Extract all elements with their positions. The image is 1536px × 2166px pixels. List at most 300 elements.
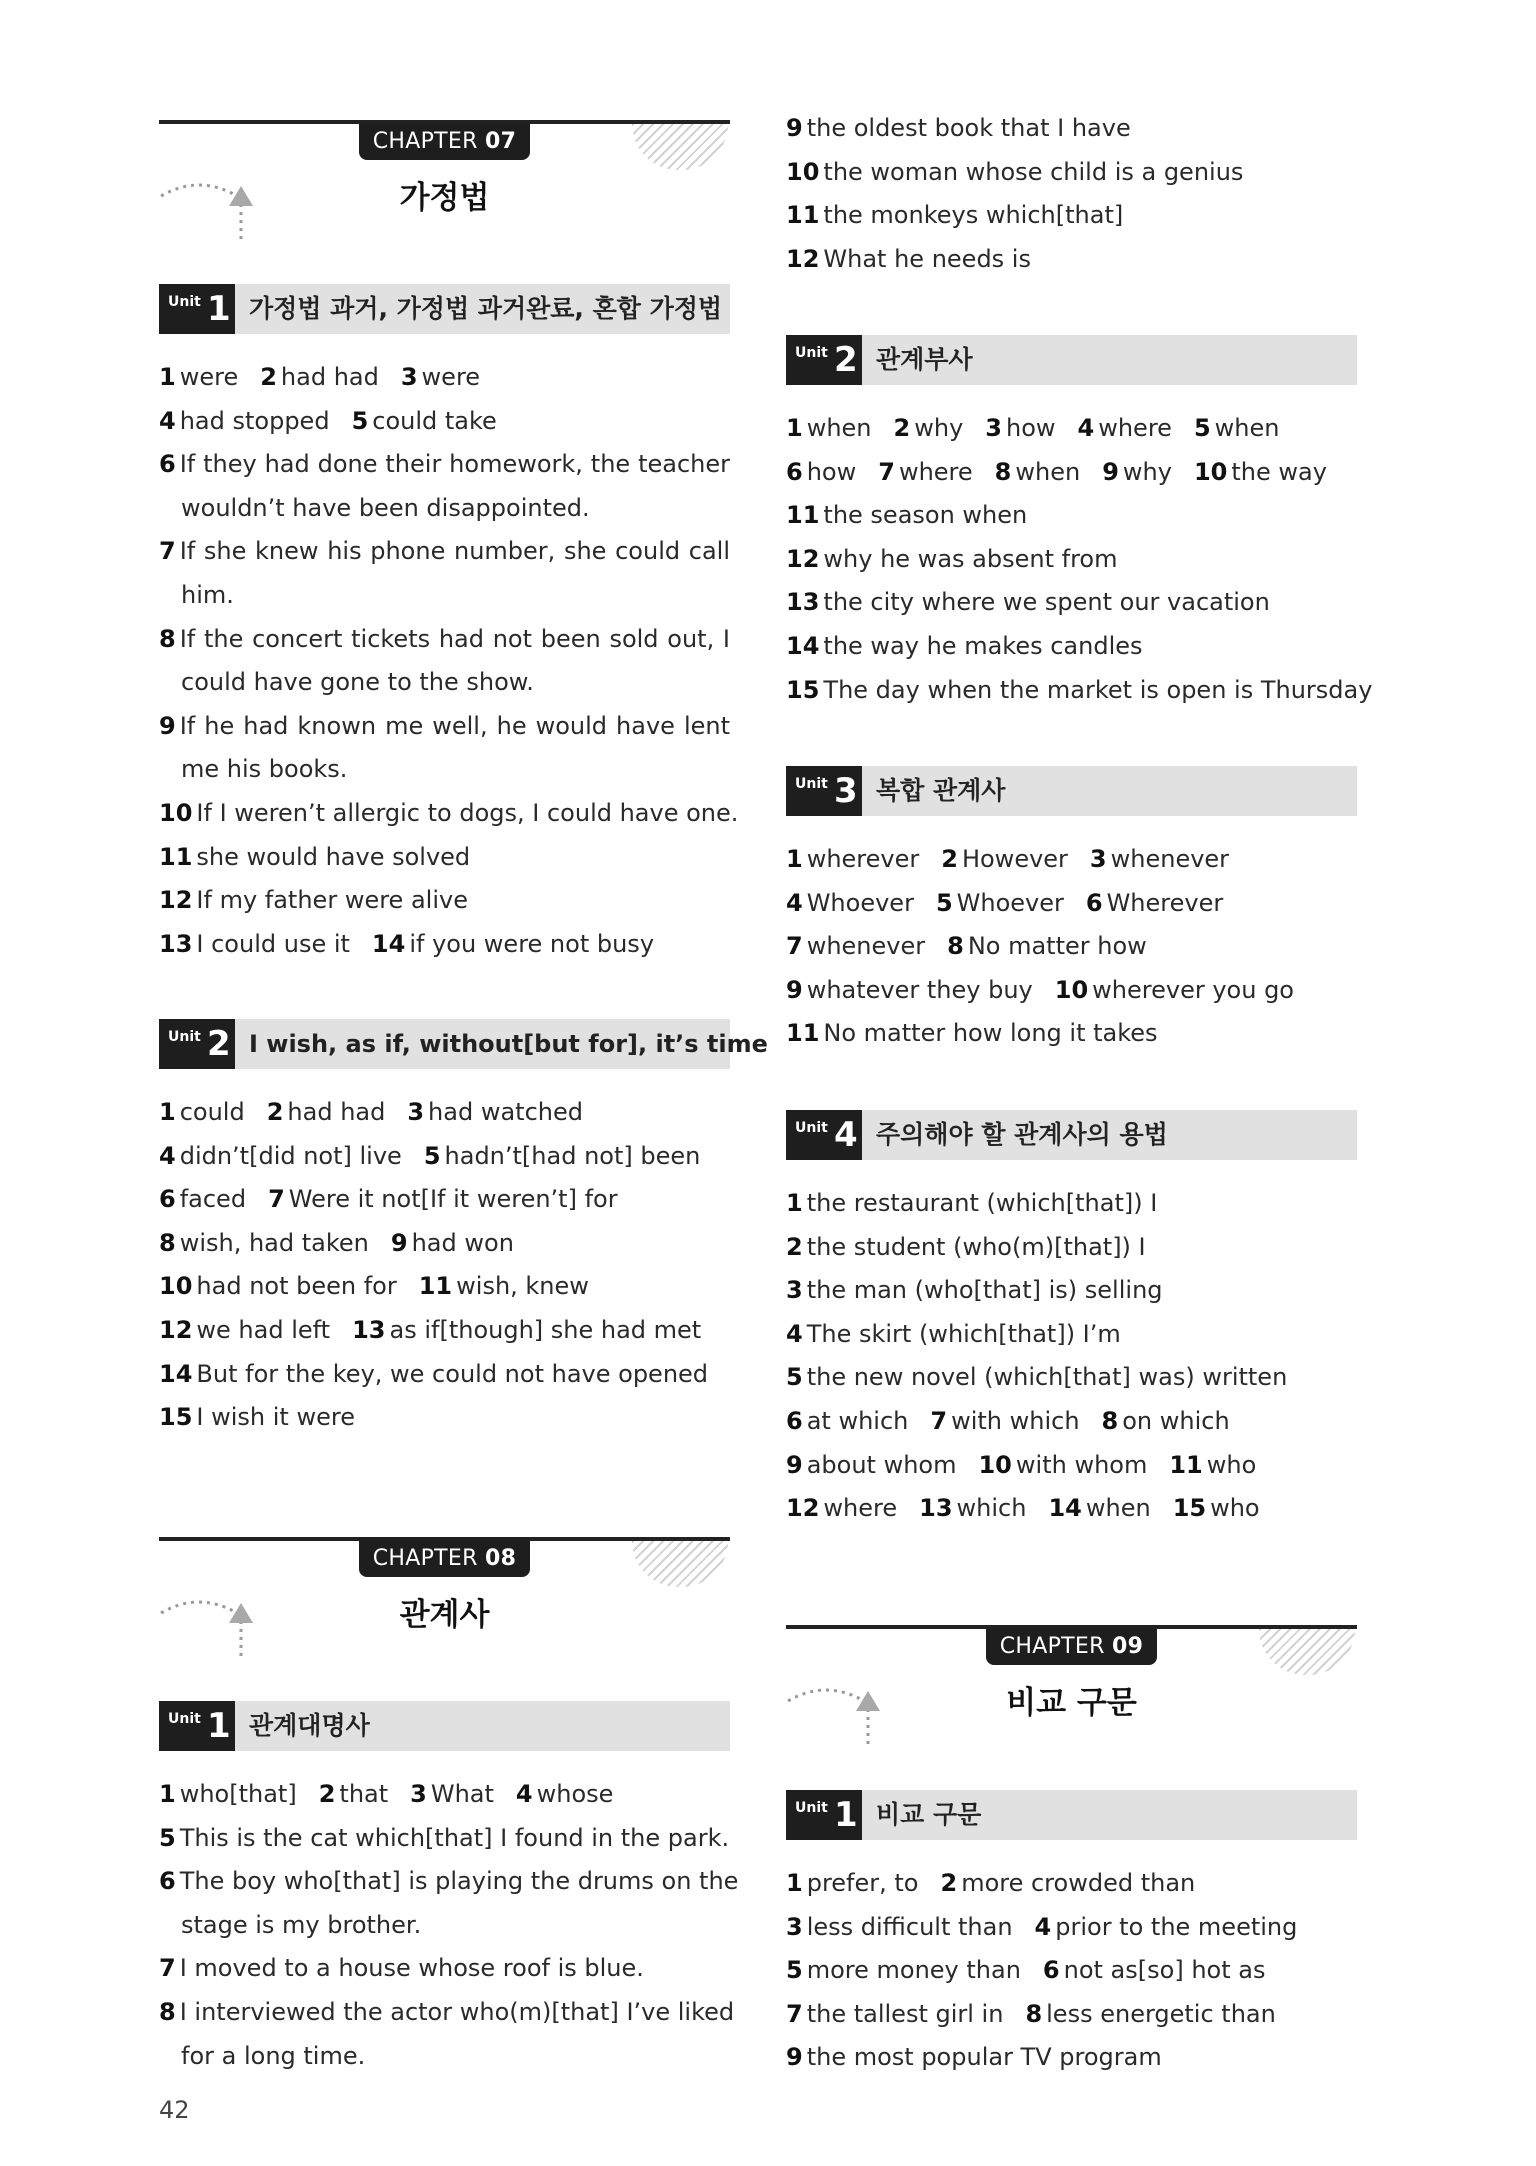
answer-number: 2 <box>893 414 911 442</box>
answer-item <box>786 201 1123 229</box>
answer-item <box>268 1185 618 1213</box>
answer-continuation: for a long time. <box>181 2041 366 2070</box>
answer-number: 10 <box>159 798 193 827</box>
answer-item <box>159 930 350 958</box>
answer-text: the oldest book that I have <box>806 114 1131 142</box>
answer-line <box>159 1265 730 1309</box>
answer-line <box>786 451 1357 495</box>
answer-item <box>159 886 468 914</box>
answer-number: 9 <box>159 711 176 740</box>
answer-item <box>995 458 1081 486</box>
answer-text: if you were not busy <box>409 929 655 958</box>
answer-line <box>159 356 730 400</box>
answer-text: where <box>1098 414 1172 442</box>
answer-item <box>159 1316 330 1344</box>
answer-item <box>786 1407 908 1435</box>
answer-text: hadn’t[had not] been <box>444 1141 701 1170</box>
unit-1-header <box>159 1701 730 1751</box>
answer-text: I wish it were <box>196 1403 355 1432</box>
chapter-08-header <box>159 1537 730 1697</box>
answer-number: 8 <box>159 1228 176 1257</box>
answer-text: had not been for <box>196 1272 397 1301</box>
answer-number: 14 <box>159 1359 193 1388</box>
answer-text: less energetic than <box>1046 1999 1276 2028</box>
answer-text: whenever <box>806 932 926 961</box>
answer-line <box>786 969 1357 1013</box>
answer-number: 1 <box>786 1869 803 1897</box>
answer-item <box>159 1824 729 1852</box>
answer-item <box>1194 458 1327 486</box>
answer-number: 5 <box>423 1141 441 1170</box>
answer-number: 6 <box>1042 1956 1060 1985</box>
answer-text: when <box>1214 414 1280 442</box>
answer-number: 7 <box>930 1406 948 1435</box>
chapter-title: 관계사 <box>399 1597 490 1633</box>
answer-text: as if[though] she had met <box>389 1315 702 1344</box>
answer-text: not as[so] hot as <box>1063 1956 1266 1985</box>
unit-1-header <box>786 1790 1357 1840</box>
answer-number: 11 <box>1169 1450 1203 1479</box>
answer-text: why he was absent from <box>823 544 1118 573</box>
answer-number: 10 <box>159 1272 193 1301</box>
answer-item <box>786 976 1033 1004</box>
answer-line <box>786 1182 1357 1226</box>
answer-number: 9 <box>786 2043 803 2072</box>
answer-line <box>159 400 730 444</box>
answer-line <box>786 1444 1357 1488</box>
answer-number: 2 <box>318 1780 336 1808</box>
unit-1-header <box>159 284 730 334</box>
answer-text: had had <box>287 1098 386 1126</box>
answer-item <box>159 1098 245 1126</box>
answer-text: No matter how long it takes <box>823 1019 1158 1048</box>
answer-number: 4 <box>515 1780 533 1808</box>
answer-text: The skirt (which[that]) I’m <box>806 1319 1121 1348</box>
answer-line <box>786 1313 1357 1357</box>
answer-number: 8 <box>159 1997 176 2026</box>
answer-text: Wherever <box>1106 888 1224 917</box>
answer-number: 6 <box>159 1185 176 1214</box>
answer-number: 11 <box>786 201 820 230</box>
answer-item <box>1090 845 1229 873</box>
answer-item <box>391 1229 514 1257</box>
answer-number: 5 <box>786 1363 803 1392</box>
answer-number: 1 <box>786 414 803 442</box>
answer-text: more crowded than <box>961 1869 1196 1897</box>
answer-line <box>159 1353 730 1397</box>
answer-line <box>159 1135 730 1179</box>
answer-item <box>1086 889 1223 917</box>
answer-line <box>786 1356 1357 1400</box>
answer-item <box>372 930 654 958</box>
answer-item <box>1035 1913 1298 1941</box>
answer-continuation: could have gone to the show. <box>181 668 534 697</box>
answer-line <box>786 625 1357 669</box>
unit-4-header <box>786 1110 1357 1160</box>
answer-text: wherever you go <box>1092 975 1294 1004</box>
answer-item <box>159 1780 297 1808</box>
answer-text: where <box>823 1494 898 1523</box>
unit-badge: Unit 4 <box>786 1110 862 1160</box>
answer-number: 9 <box>786 975 803 1004</box>
answer-number: 13 <box>159 929 193 958</box>
answer-text: the way he makes candles <box>823 631 1143 660</box>
answer-text: were <box>421 363 481 391</box>
answer-item <box>1055 976 1294 1004</box>
answer-line <box>159 836 730 880</box>
answer-line <box>786 1993 1357 2037</box>
answer-text: wherever <box>806 845 920 873</box>
answer-number: 8 <box>1025 1999 1043 2028</box>
stripe-decoration <box>632 1541 728 1587</box>
answer-item <box>1048 1494 1150 1522</box>
answer-text: I could use it <box>196 929 350 958</box>
answer-item <box>786 932 925 960</box>
answer-number: 11 <box>418 1272 453 1301</box>
unit-badge: Unit 1 <box>786 1790 862 1840</box>
answer-item <box>319 1780 388 1808</box>
answer-line <box>159 530 730 574</box>
answer-item <box>786 1363 1287 1391</box>
answer-item <box>786 889 914 917</box>
answer-number: 8 <box>994 457 1012 486</box>
answer-number: 11 <box>786 501 820 530</box>
answer-text: But for the key, we could not have opened <box>196 1359 709 1388</box>
page-number: 42 <box>159 2096 190 2124</box>
answer-number: 12 <box>159 886 193 915</box>
answer-number: 11 <box>159 842 193 871</box>
answer-text: the city where we spent our vacation <box>823 588 1270 617</box>
unit-2-header <box>786 335 1357 385</box>
answer-number: 12 <box>786 244 820 273</box>
answer-number: 3 <box>786 1912 803 1941</box>
answer-item <box>978 1451 1147 1479</box>
answer-item <box>786 501 1027 529</box>
answer-text: If he had known me well, he would have lent <box>179 711 730 740</box>
answer-number: 3 <box>400 363 418 391</box>
answer-text: the most popular TV program <box>806 2043 1162 2072</box>
answer-item <box>930 1407 1079 1435</box>
answer-line <box>159 705 730 749</box>
answer-number: 6 <box>1085 888 1103 917</box>
answer-number: 5 <box>786 1956 803 1985</box>
answer-item <box>786 588 1270 616</box>
unit-title: 가정법 과거, 가정법 과거완료, 혼합 가정법 <box>249 294 723 323</box>
answer-item <box>401 363 480 391</box>
answer-item <box>159 450 730 478</box>
answer-number: 3 <box>410 1780 427 1808</box>
answer-text: However <box>961 845 1068 873</box>
answer-item <box>159 1272 397 1300</box>
answer-number: 10 <box>1193 457 1228 486</box>
answer-text: that <box>339 1780 389 1808</box>
answer-text: with which <box>951 1406 1080 1435</box>
answer-text: more money than <box>806 1956 1021 1985</box>
answer-item <box>159 712 730 740</box>
answer-item <box>985 414 1055 442</box>
answer-item <box>786 1913 1013 1941</box>
answer-text: I moved to a house whose roof is blue. <box>179 1954 644 1983</box>
answer-number: 3 <box>407 1098 425 1126</box>
answer-number: 5 <box>935 888 953 917</box>
answer-line <box>786 1487 1357 1531</box>
answer-item <box>159 407 330 435</box>
answer-text: the way <box>1231 457 1327 486</box>
answer-item <box>786 158 1243 186</box>
answer-text: I interviewed the actor who(m)[that] I’ve liked <box>179 1997 735 2026</box>
answer-text: could take <box>372 406 497 435</box>
answer-text: how <box>806 457 857 486</box>
answer-item <box>159 625 730 653</box>
answer-item <box>786 1019 1158 1047</box>
unit-badge: Unit 1 <box>159 284 235 334</box>
answer-item <box>159 1229 369 1257</box>
answer-text: The day when the market is open is Thursday <box>823 675 1373 704</box>
answer-item <box>516 1780 614 1808</box>
answer-text: why <box>914 414 964 442</box>
answer-number: 1 <box>786 1189 803 1217</box>
answer-text: prefer, to <box>806 1869 919 1897</box>
unit-title: I wish, as if, without[but for], it’s time <box>249 1030 768 1058</box>
answer-line <box>159 792 739 836</box>
answer-item <box>159 363 238 391</box>
chapter-tab: CHAPTER 07 <box>359 124 530 160</box>
answer-item <box>1102 1407 1230 1435</box>
answer-text: why <box>1122 457 1172 486</box>
answer-item <box>786 1233 1146 1261</box>
answer-number: 8 <box>159 624 176 653</box>
answer-line <box>159 443 730 487</box>
answer-continuation: wouldn’t have been disappointed. <box>181 493 590 522</box>
answer-item <box>1043 1956 1266 1984</box>
answer-number: 2 <box>266 1098 284 1126</box>
answer-line <box>786 238 1357 282</box>
answer-number: 4 <box>1077 414 1095 442</box>
answer-item <box>786 1320 1121 1348</box>
answer-number: 4 <box>786 1319 803 1348</box>
answer-line <box>786 1862 1357 1906</box>
answer-number: 14 <box>371 929 406 958</box>
answer-number: 10 <box>786 157 820 186</box>
answer-number: 14 <box>786 631 820 660</box>
unit-1-answers <box>159 356 739 966</box>
answer-item <box>159 1954 644 1982</box>
answer-number: 9 <box>1102 457 1119 486</box>
answer-item <box>419 1272 589 1300</box>
answer-number: 4 <box>786 888 803 917</box>
answer-text: If they had done their homework, the teacher <box>179 450 730 479</box>
answer-item <box>786 632 1143 660</box>
answer-line <box>786 581 1357 625</box>
answer-text: whenever <box>1110 845 1230 873</box>
answer-line <box>786 107 1357 151</box>
stripe-decoration <box>632 124 728 170</box>
answer-item <box>786 2000 1003 2028</box>
answer-item <box>878 458 972 486</box>
answer-line <box>159 1860 739 1904</box>
answer-number: 15 <box>159 1403 193 1432</box>
answer-line <box>159 1817 730 1861</box>
answer-number: 9 <box>786 114 803 142</box>
answer-line <box>786 194 1357 238</box>
unit-title: 비교 구문 <box>876 1800 982 1829</box>
answer-item <box>786 414 872 442</box>
chapter-title: 비교 구문 <box>1006 1685 1137 1721</box>
chapter-title: 가정법 <box>399 180 490 216</box>
answer-text: who <box>1210 1494 1260 1523</box>
answer-number: 13 <box>919 1494 953 1523</box>
answer-item <box>786 1869 918 1897</box>
answer-line <box>786 838 1357 882</box>
answer-number: 3 <box>1089 845 1107 873</box>
answer-text: wish, had taken <box>179 1228 369 1257</box>
answer-item <box>1169 1451 1256 1479</box>
answer-line <box>159 1947 730 1991</box>
answer-number: 7 <box>786 932 803 961</box>
answer-text: how <box>1005 414 1056 442</box>
answer-text: didn’t[did not] live <box>179 1141 402 1170</box>
unit-3-header <box>786 766 1357 816</box>
answer-line <box>159 1991 735 2035</box>
answer-line <box>786 538 1357 582</box>
answer-item <box>267 1098 386 1126</box>
answer-item <box>786 1956 1021 1984</box>
answer-text: the restaurant (which[that]) I <box>806 1189 1158 1217</box>
answer-item <box>941 845 1068 873</box>
answer-text: If I weren’t allergic to dogs, I could have one. <box>196 798 739 827</box>
answer-line <box>786 1400 1357 1444</box>
answer-item <box>159 1867 738 1895</box>
answer-line <box>786 494 1357 538</box>
answer-line <box>786 882 1357 926</box>
unit-1-answers-continued <box>786 107 1357 281</box>
answer-number: 2 <box>940 1869 958 1897</box>
answer-item <box>940 1869 1195 1897</box>
answer-text: the season when <box>823 501 1028 530</box>
answer-number: 6 <box>159 1867 176 1896</box>
answer-text: whatever they buy <box>806 975 1033 1004</box>
answer-item <box>786 2043 1162 2071</box>
unit-1-answers <box>786 1862 1357 2080</box>
answer-item <box>786 845 919 873</box>
answer-number: 10 <box>978 1450 1012 1479</box>
answer-text: the student (who(m)[that]) I <box>806 1232 1146 1261</box>
answer-item <box>352 407 497 435</box>
answer-line <box>786 1226 1357 1270</box>
answer-item <box>424 1142 701 1170</box>
answer-number: 12 <box>159 1315 193 1344</box>
answer-item <box>407 1098 583 1126</box>
answer-text: prior to the meeting <box>1055 1912 1298 1941</box>
answer-number: 14 <box>1048 1494 1082 1523</box>
answer-line <box>159 1091 730 1135</box>
answer-item <box>786 114 1131 142</box>
answer-number: 2 <box>786 1232 803 1261</box>
answer-item <box>159 1142 402 1170</box>
answer-item <box>786 545 1117 573</box>
answer-item <box>159 1360 708 1388</box>
answer-text: had won <box>411 1228 514 1257</box>
answer-number: 7 <box>159 1954 176 1983</box>
answer-number: 7 <box>268 1185 285 1214</box>
answer-item <box>159 1403 355 1431</box>
answer-item <box>786 1451 956 1479</box>
chapter-tab: CHAPTER 09 <box>986 1629 1157 1665</box>
unit-badge: Unit 3 <box>786 766 862 816</box>
answer-number: 2 <box>260 363 277 391</box>
answer-text: had watched <box>428 1098 583 1126</box>
answer-text: What <box>430 1780 494 1808</box>
answer-number: 13 <box>786 588 820 617</box>
answer-number: 1 <box>159 363 176 391</box>
answer-number: 6 <box>786 1406 803 1435</box>
answer-line <box>786 407 1357 451</box>
answer-item <box>159 843 470 871</box>
answer-item <box>159 1185 246 1213</box>
answer-number: 5 <box>351 406 369 435</box>
answer-number: 8 <box>1101 1406 1119 1435</box>
unit-title: 관계부사 <box>876 345 973 374</box>
answer-item <box>936 889 1064 917</box>
answer-text: where <box>898 457 973 486</box>
answer-item <box>894 414 964 442</box>
unit-title: 주의해야 할 관계사의 용법 <box>876 1120 1168 1149</box>
answer-number: 3 <box>786 1276 803 1305</box>
answer-line <box>159 1309 730 1353</box>
answer-number: 11 <box>786 1019 820 1048</box>
answer-number: 7 <box>159 537 176 566</box>
answer-text: had stopped <box>179 406 330 435</box>
unit-title: 복합 관계사 <box>876 776 1006 805</box>
answer-text: wish, knew <box>456 1272 589 1301</box>
answer-text: she would have solved <box>196 842 471 871</box>
answer-text: when <box>806 414 872 442</box>
answer-line <box>786 925 1357 969</box>
answer-text: who <box>1206 1450 1257 1479</box>
answer-text: with whom <box>1015 1450 1148 1479</box>
answer-item <box>1194 414 1280 442</box>
answer-number: 7 <box>878 457 895 486</box>
answer-number: 2 <box>941 845 958 873</box>
chapter-09-header <box>786 1625 1357 1785</box>
answer-text: could <box>179 1098 245 1126</box>
answer-number: 10 <box>1054 975 1089 1004</box>
answer-number: 4 <box>1034 1912 1052 1941</box>
answer-text: What he needs is <box>823 244 1031 273</box>
answer-item <box>260 363 379 391</box>
answer-number: 12 <box>786 544 820 573</box>
answer-text: less difficult than <box>806 1912 1013 1941</box>
answer-text: who[that] <box>179 1780 297 1808</box>
answer-text: at which <box>806 1406 909 1435</box>
answer-item <box>1173 1494 1260 1522</box>
answer-text: whose <box>536 1780 614 1808</box>
answer-number: 7 <box>786 1999 803 2028</box>
answer-number: 15 <box>1172 1494 1207 1523</box>
answer-number: 13 <box>352 1315 386 1344</box>
answer-line <box>159 1396 730 1440</box>
answer-number: 15 <box>786 675 820 704</box>
answer-line <box>786 151 1357 195</box>
answer-number: 5 <box>1193 414 1211 442</box>
answer-text: If the concert tickets had not been sold out, I <box>179 624 730 653</box>
answer-text: If my father were alive <box>196 886 468 915</box>
answer-number: 4 <box>159 1141 176 1170</box>
answer-text: when <box>1015 457 1081 486</box>
answer-item <box>352 1316 701 1344</box>
answer-text: had had <box>280 363 379 391</box>
answer-item <box>1025 2000 1275 2028</box>
